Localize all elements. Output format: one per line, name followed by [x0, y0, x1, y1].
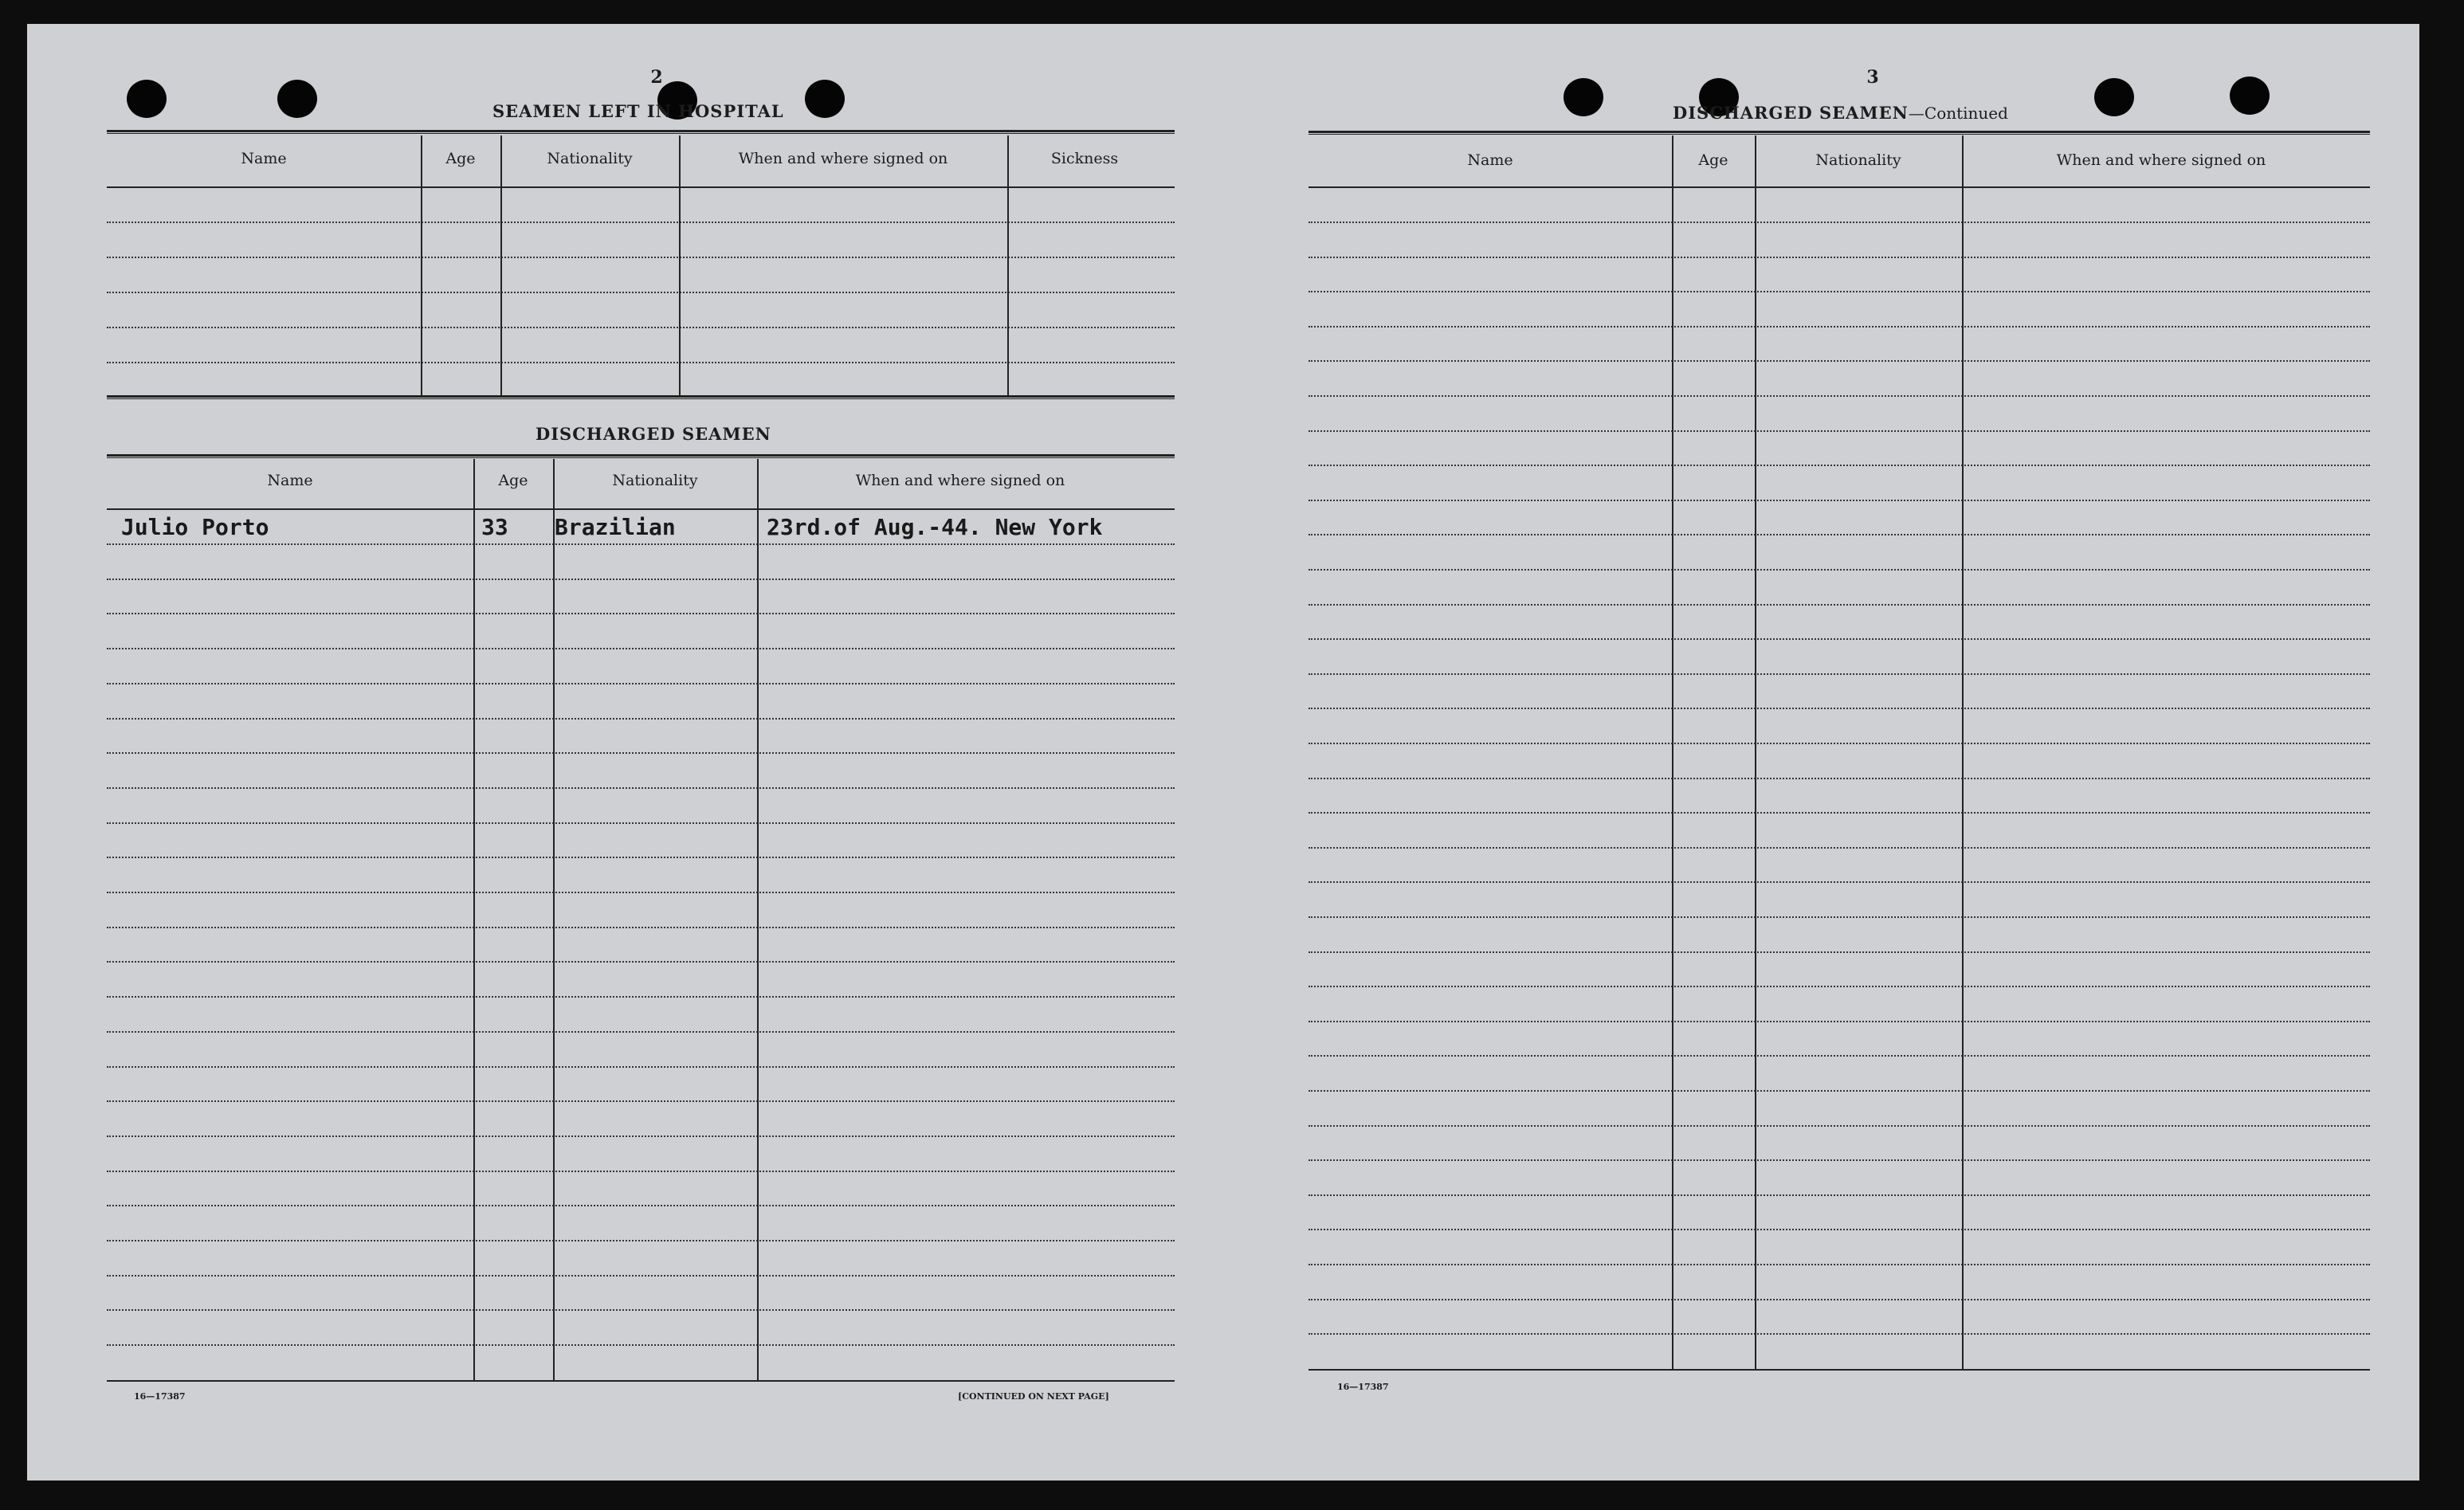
row-rule [1309, 395, 2370, 397]
right-header-rule [1309, 186, 2370, 188]
hospital-row-rule [107, 222, 1175, 223]
right-col-name: Name [1467, 151, 1513, 169]
hospital-row-rule [107, 257, 1175, 258]
row-rule [107, 1205, 1175, 1206]
row-rule [107, 752, 1175, 754]
row-rule [107, 648, 1175, 649]
hospital-col-divider [500, 135, 502, 395]
row-rule [1309, 881, 2370, 883]
right-table-top-rule [1309, 131, 2370, 135]
row-rule [1309, 1333, 2370, 1335]
form-number: 16—17387 [134, 1391, 186, 1402]
row-rule [1309, 1055, 2370, 1057]
row-rule [107, 1275, 1175, 1277]
right-col-nationality: Nationality [1815, 151, 1901, 169]
row-rule [1309, 1125, 2370, 1127]
row-rule [1309, 1159, 2370, 1161]
row-rule [1309, 257, 2370, 258]
form-number: 16—17387 [1337, 1382, 1389, 1392]
row-rule [107, 927, 1175, 928]
discharged-header-rule [107, 508, 1175, 510]
row-rule [107, 683, 1175, 684]
left-page [27, 24, 1206, 1481]
hospital-table-bottom-rule [107, 395, 1175, 399]
row-rule [107, 1344, 1175, 1346]
discharged-col-name: Name [267, 472, 313, 489]
row-rule [107, 1309, 1175, 1311]
hospital-col-signed-on: When and where signed on [738, 150, 948, 167]
row-rule [1309, 1299, 2370, 1300]
discharged-table-top-rule [107, 454, 1175, 458]
discharged-table-bottom-rule [107, 1380, 1175, 1382]
discharged-row-age: 33 [481, 514, 508, 540]
title-continued: —Continued [1908, 104, 2008, 123]
row-rule [1309, 1021, 2370, 1022]
hospital-col-nationality: Nationality [547, 150, 633, 167]
row-rule [1309, 1194, 2370, 1196]
page-number: 3 [1866, 67, 1879, 88]
hospital-col-age: Age [445, 150, 476, 167]
row-rule [1309, 500, 2370, 501]
paper-sheet [27, 24, 2419, 1481]
row-rule [1309, 326, 2370, 327]
row-rule [1309, 360, 2370, 362]
hospital-col-divider [1007, 135, 1009, 395]
discharged-col-signed-on: When and where signed on [855, 472, 1065, 489]
discharged-continued-title [1673, 103, 2008, 123]
discharged-row-signed-on: 23rd.of Aug.-44. New York [767, 514, 1103, 540]
row-rule [107, 996, 1175, 998]
row-rule [1309, 916, 2370, 918]
row-rule [1309, 1264, 2370, 1265]
discharged-col-nationality: Nationality [612, 472, 698, 489]
row-rule [107, 787, 1175, 789]
row-rule [1309, 569, 2370, 571]
row-rule [1309, 291, 2370, 292]
row-rule [1309, 847, 2370, 849]
page-number: 2 [650, 67, 663, 88]
hospital-col-divider [679, 135, 681, 395]
continued-note: [CONTINUED ON NEXT PAGE] [958, 1391, 1109, 1402]
row-rule [107, 543, 1175, 545]
row-rule [107, 1171, 1175, 1172]
discharged-col-divider [473, 459, 475, 1380]
row-rule [107, 1066, 1175, 1068]
hospital-section-title: SEAMEN LEFT IN HOSPITAL [492, 101, 784, 121]
row-rule [1309, 430, 2370, 432]
row-rule [1309, 951, 2370, 953]
right-col-divider [1962, 135, 1964, 1369]
row-rule [107, 822, 1175, 824]
discharged-row-nationality: Brazilian [555, 514, 676, 540]
row-rule [1309, 638, 2370, 640]
row-rule [1309, 1229, 2370, 1230]
row-rule [1309, 534, 2370, 535]
row-rule [1309, 743, 2370, 744]
hospital-col-name: Name [241, 150, 287, 167]
row-rule [1309, 986, 2370, 987]
row-rule [107, 857, 1175, 858]
row-rule [107, 1031, 1175, 1033]
row-rule [1309, 673, 2370, 675]
title-main: DISCHARGED SEAMEN [1673, 103, 1909, 123]
row-rule [107, 579, 1175, 580]
row-rule [107, 961, 1175, 963]
hospital-header-rule [107, 186, 1175, 188]
discharged-col-divider [553, 459, 555, 1380]
hospital-row-rule [107, 327, 1175, 328]
discharged-col-age: Age [498, 472, 528, 489]
discharged-row-name: Julio Porto [121, 514, 269, 540]
right-col-age: Age [1698, 151, 1728, 169]
row-rule [1309, 465, 2370, 466]
row-rule [1309, 812, 2370, 814]
right-col-divider [1755, 135, 1756, 1369]
right-page [1222, 24, 2418, 1481]
row-rule [107, 892, 1175, 893]
row-rule [1309, 222, 2370, 223]
discharged-col-divider [757, 459, 759, 1380]
row-rule [1309, 604, 2370, 606]
row-rule [1309, 1090, 2370, 1092]
row-rule [1309, 778, 2370, 779]
row-rule [107, 1100, 1175, 1102]
hospital-row-rule [107, 292, 1175, 293]
hospital-table-top-rule [107, 130, 1175, 134]
discharged-section-title: DISCHARGED SEAMEN [536, 424, 771, 444]
hospital-col-divider [421, 135, 422, 395]
hospital-col-sickness: Sickness [1050, 150, 1119, 167]
right-col-signed-on: When and where signed on [2056, 151, 2266, 169]
row-rule [107, 613, 1175, 614]
row-rule [107, 1240, 1175, 1241]
right-table-bottom-rule [1309, 1369, 2370, 1371]
right-col-divider [1672, 135, 1673, 1369]
hospital-row-rule [107, 362, 1175, 363]
row-rule [1309, 708, 2370, 709]
row-rule [107, 718, 1175, 720]
row-rule [107, 1135, 1175, 1137]
